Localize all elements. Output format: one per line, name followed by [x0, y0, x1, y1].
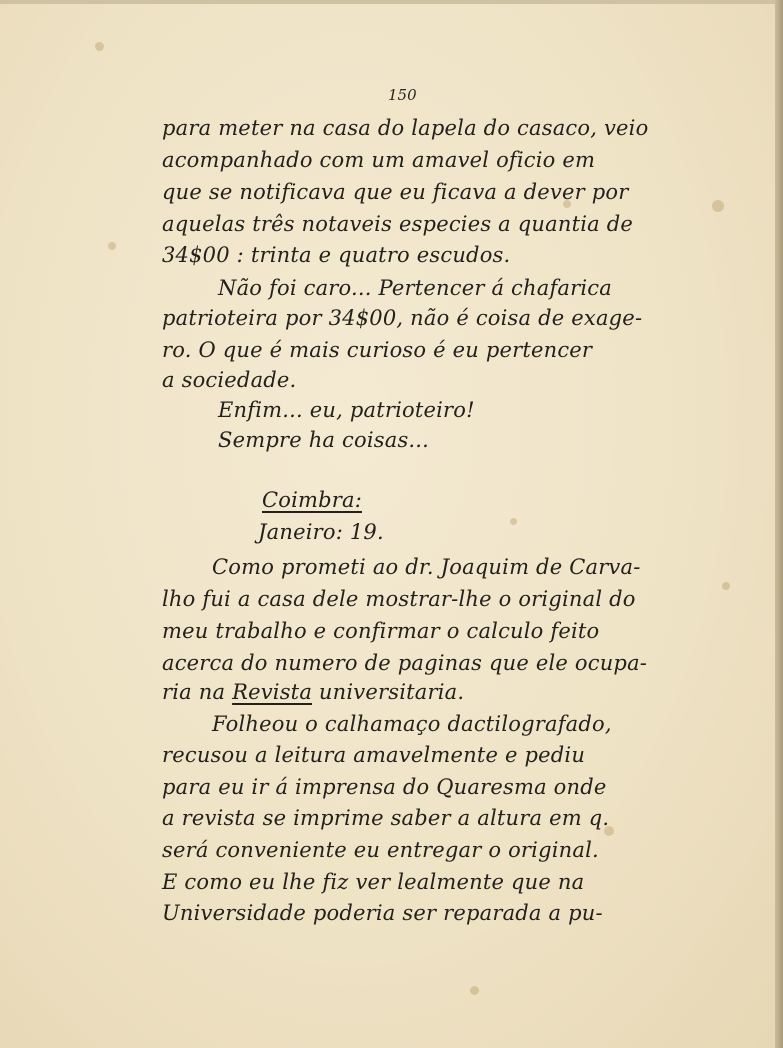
text-line: patrioteira por 34$00, não é coisa de exage- — [162, 306, 643, 330]
text-line: será conveniente eu entregar o original. — [162, 838, 599, 862]
text-line: Enfim... eu, patrioteiro! — [218, 398, 475, 422]
text-line: Como prometi ao dr. Joaquim de Carva- — [212, 555, 641, 579]
text-line: a revista se imprime saber a altura em q. — [162, 806, 610, 830]
text-line: para meter na casa do lapela do casaco, veio — [162, 116, 649, 140]
text-line: acompanhado com um amavel oficio em — [162, 148, 596, 172]
section-heading-date: Janeiro: 19. — [258, 520, 384, 544]
text-line: ria na Revista universitaria. — [162, 680, 465, 704]
text-line: recusou a leitura amavelmente e pediu — [162, 743, 586, 767]
text-line: ro. O que é mais curioso é eu pertencer — [162, 338, 593, 362]
underlined-title: Revista — [232, 680, 313, 704]
text-line: E como eu lhe fiz ver lealmente que na — [162, 870, 585, 894]
text-line: aquelas três notaveis especies a quantia de — [162, 212, 634, 236]
text-line: a sociedade. — [162, 368, 297, 392]
text-line: para eu ir á imprensa do Quaresma onde — [162, 775, 607, 799]
text-line: Folheou o calhamaço dactilografado, — [212, 712, 612, 736]
text-line: Sempre ha coisas... — [218, 428, 430, 452]
page-number: 150 — [388, 86, 417, 104]
text-line: meu trabalho e confirmar o calculo feito — [162, 619, 600, 643]
text-line: 34$00 : trinta e quatro escudos. — [162, 243, 511, 267]
foxing-spot — [712, 200, 724, 212]
page-top-edge — [0, 0, 783, 4]
section-heading-place: Coimbra: — [262, 488, 363, 512]
text-line: lho fui a casa dele mostrar-lhe o original do — [162, 587, 636, 611]
text-line: Não foi caro... Pertencer á chafarica — [218, 276, 612, 300]
foxing-spot — [95, 42, 104, 51]
page-right-edge — [775, 0, 783, 1048]
foxing-spot — [470, 986, 479, 995]
foxing-spot — [722, 582, 730, 590]
text-line: que se notificava que eu ficava a dever por — [162, 180, 629, 204]
foxing-spot — [108, 242, 116, 250]
text-line: Universidade poderia ser reparada a pu- — [162, 901, 603, 925]
foxing-spot — [510, 518, 517, 525]
text-line: acerca do numero de paginas que ele ocupa- — [162, 651, 648, 675]
